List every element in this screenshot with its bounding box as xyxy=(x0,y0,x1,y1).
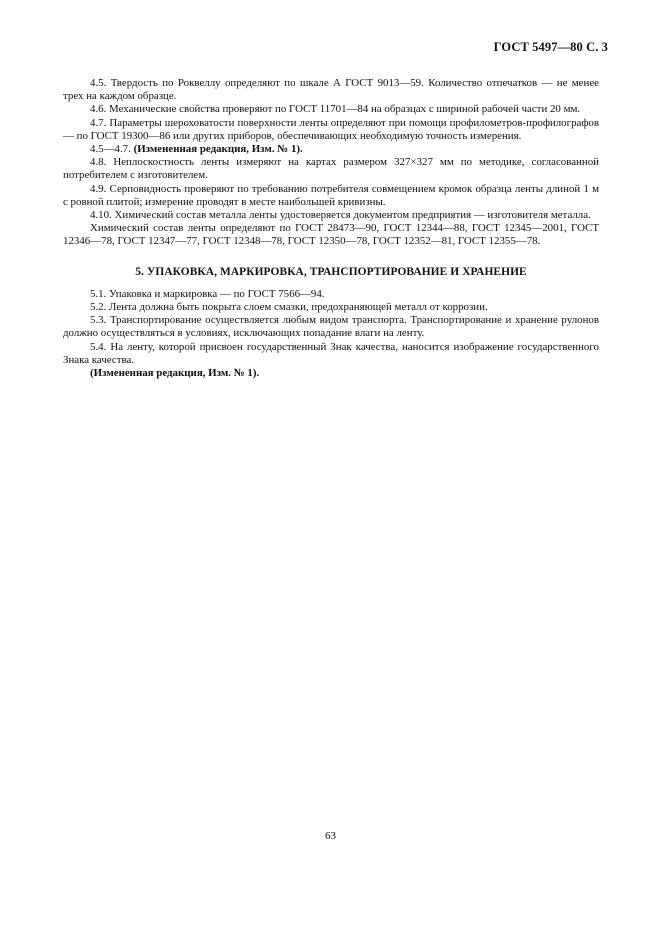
page-body xyxy=(63,77,599,380)
paragraph-4-6: 4.6. Механические свойства проверяют по ГОСТ 11701—84 на образцах с шириной рабочей части 20 мм. xyxy=(90,103,581,116)
amendment-note-lead: 4.5—4.7. xyxy=(90,143,134,156)
paragraph-4-5: 4.5. Твердость по Роквеллу определяют по шкале А ГОСТ 9013—59. Количество отпечатков — не менее трех на каждом образце. xyxy=(63,77,599,103)
paragraph-4-10: 4.10. Химический состав металла ленты удостоверяется документом предприятия — изготовителя металла. xyxy=(90,209,591,222)
paragraph-4-7: 4.7. Параметры шероховатости поверхности ленты определяют при помощи профилометров-профилографов — по ГОСТ 19300—86 или других приборов, обеспечивающих необходимую точность измерения. xyxy=(63,116,599,142)
page-number: 63 xyxy=(325,830,336,842)
paragraph-5-4: 5.4. На ленту, которой присвоен государственный Знак качества, наносится изображение государственного Знака качества. xyxy=(63,340,599,366)
paragraph-chemical-composition: Химический состав ленты определяют по ГОСТ 28473—90, ГОСТ 12344—88, ГОСТ 12345—2001, ГОСТ 12346—78, ГОСТ 12347—77, ГОСТ 12348—78, ГОСТ 12350—78, ГОСТ 12352—81, ГОСТ 12355—78. xyxy=(63,222,599,248)
page-header-doc-ref: ГОСТ 5497—80 С. 3 xyxy=(493,40,608,54)
paragraph-4-9: 4.9. Серповидность проверяют по требованию потребителя совмещением кромок образца ленты длиной 1 м с ровной плитой; измерение проводят в месте наибольшей кривизны. xyxy=(63,182,599,208)
section-5-title: 5. УПАКОВКА, МАРКИРОВКА, ТРАНСПОРТИРОВАНИЕ И ХРАНЕНИЕ xyxy=(135,265,527,278)
amendment-note-text: (Измененная редакция, Изм. № 1). xyxy=(133,143,303,156)
amendment-note-section-5: (Измененная редакция, Изм. № 1). xyxy=(90,367,260,380)
paragraph-5-3: 5.3. Транспортирование осуществляется любым видом транспорта. Транспортирование и хранение рулонов должно осуществляться в условиях, исключающих попадание влаги на ленту. xyxy=(63,314,599,340)
paragraph-5-2: 5.2. Лента должна быть покрыта слоем смазки, предохраняющей металл от коррозии. xyxy=(90,301,488,314)
paragraph-5-1: 5.1. Упаковка и маркировка — по ГОСТ 7566—94. xyxy=(90,287,325,300)
amendment-note-4-5-4-7 xyxy=(63,143,599,156)
paragraph-4-8: 4.8. Неплоскостность ленты измеряют на картах размером 327×327 мм по методике, согласованной потребителем с изготовителем. xyxy=(63,156,599,182)
